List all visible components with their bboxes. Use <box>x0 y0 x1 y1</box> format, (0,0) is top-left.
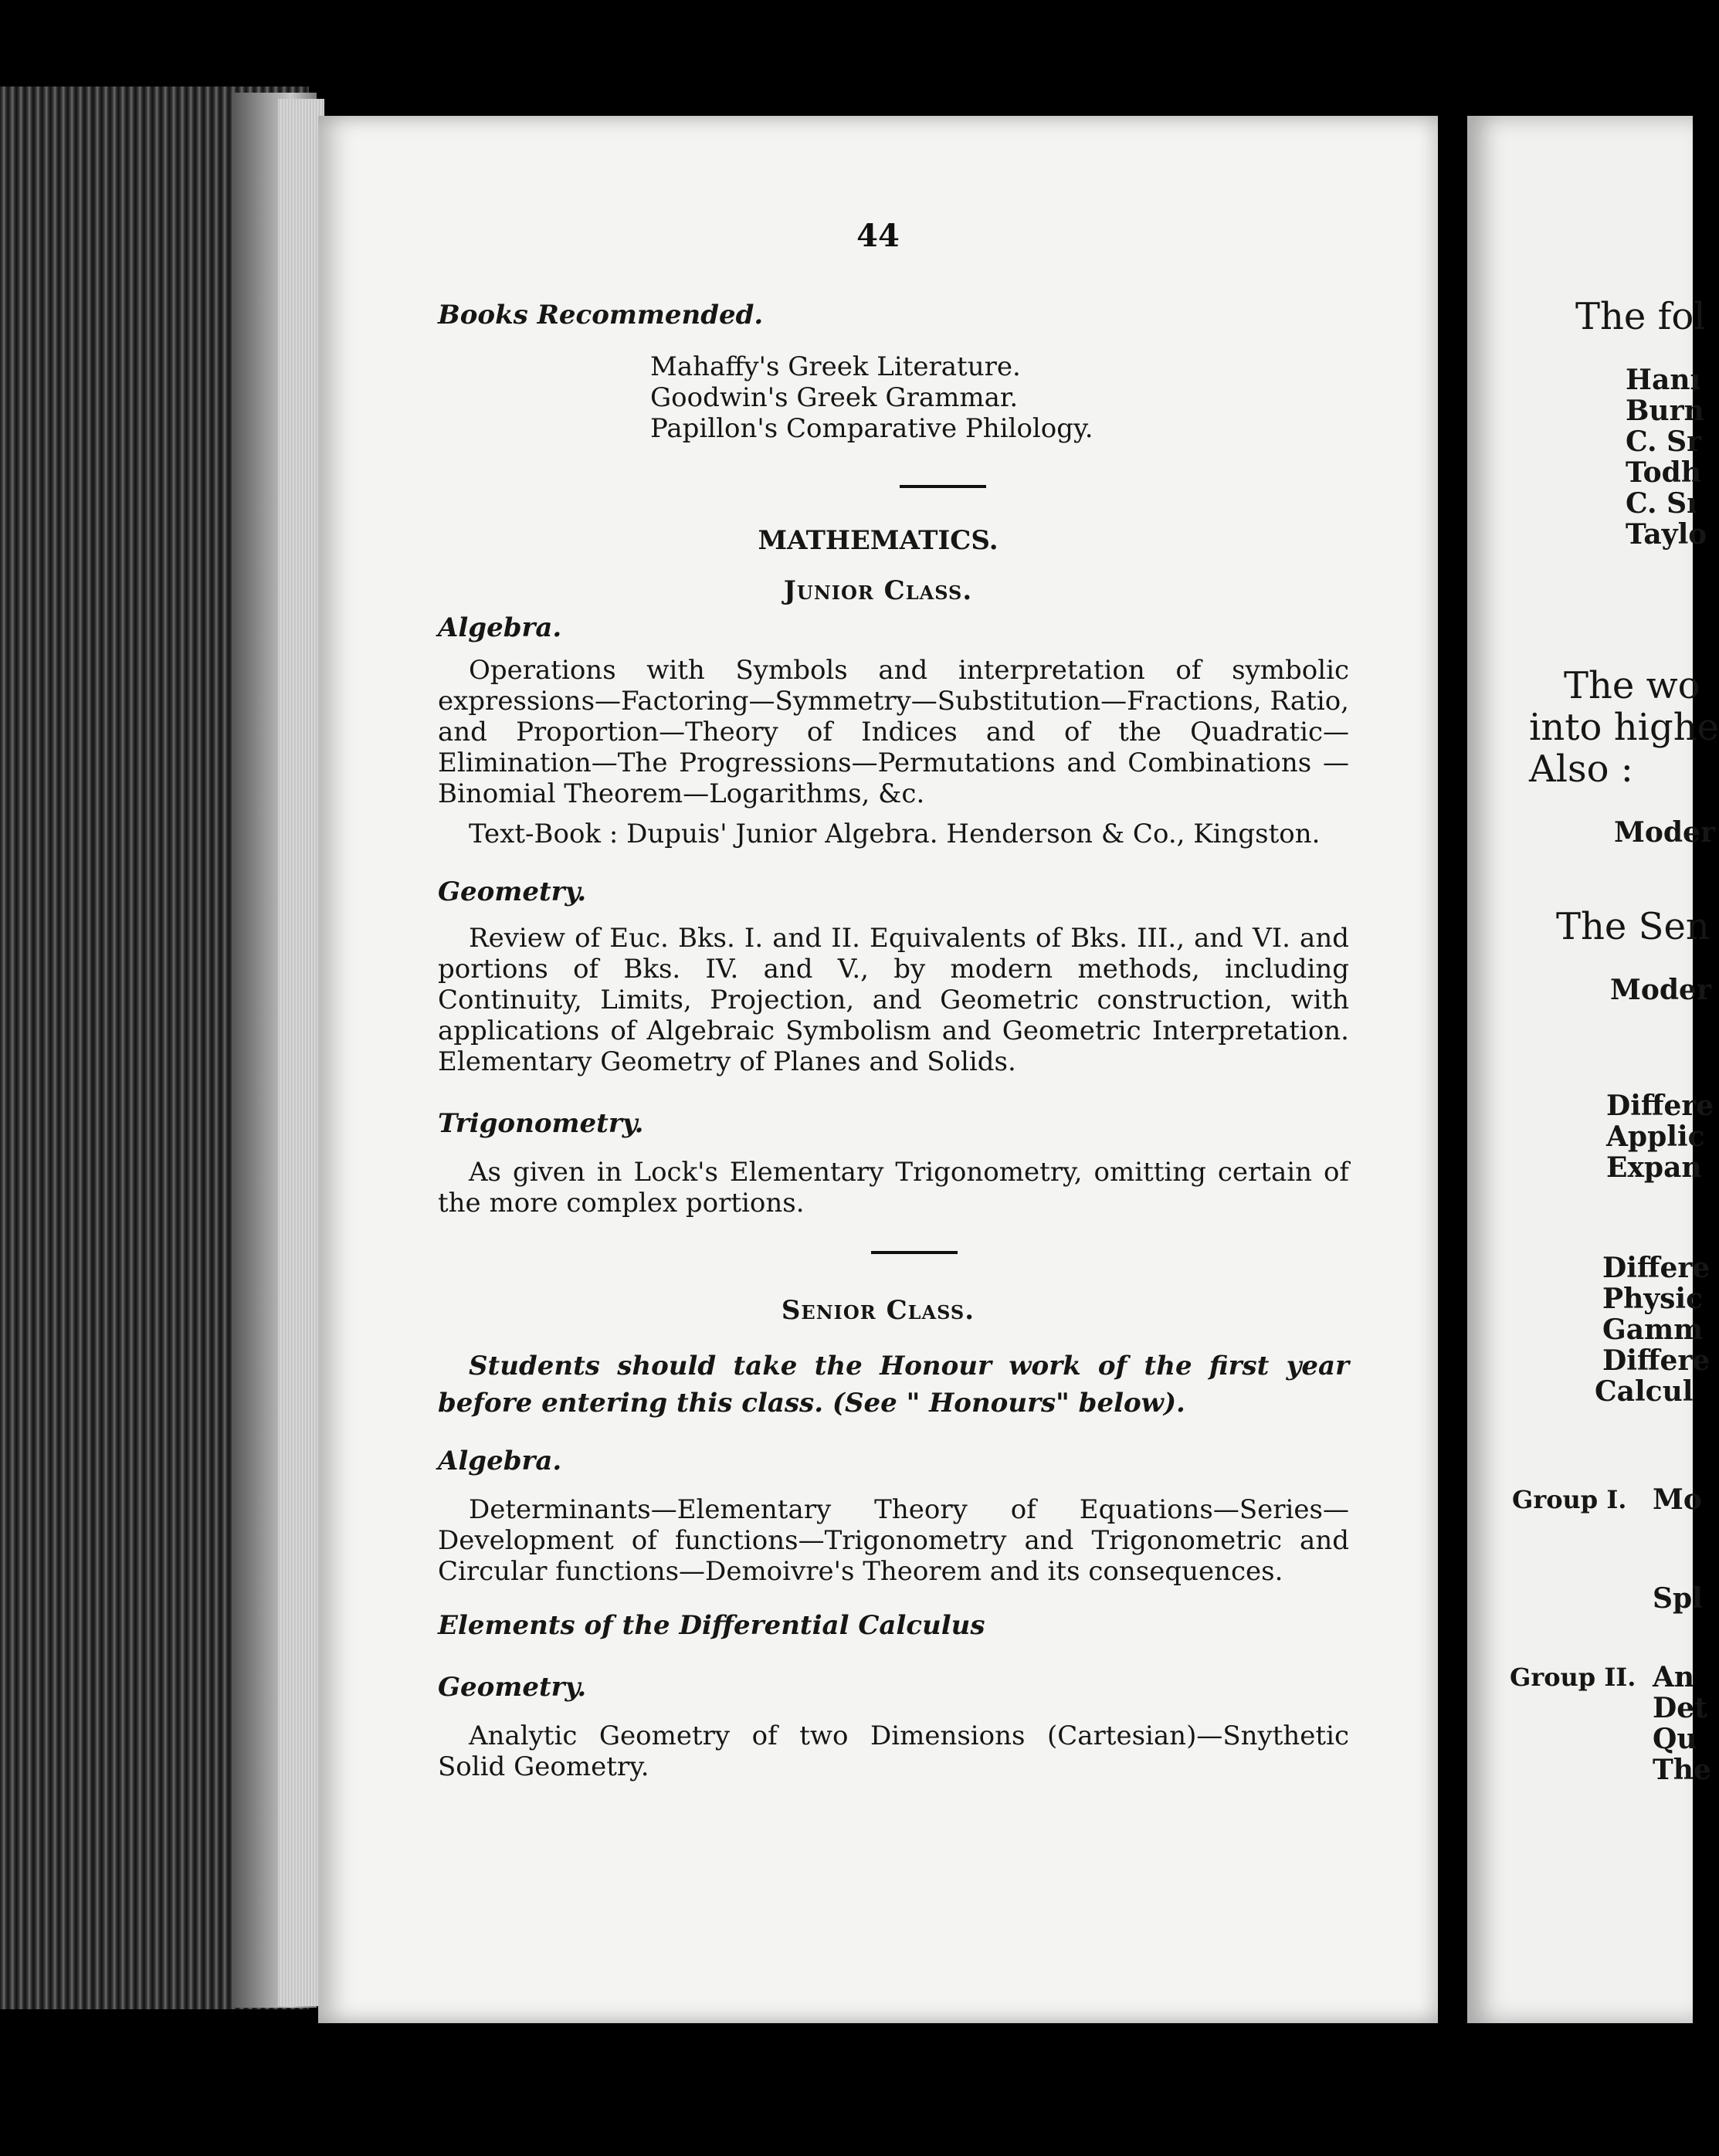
left-page <box>318 116 1438 2023</box>
books-heading: Books Recommended. <box>438 300 764 331</box>
right-fragment: Spl <box>1653 1582 1703 1615</box>
right-fragment: Hanı <box>1626 364 1701 396</box>
junior-algebra-heading: Algebra. <box>438 612 562 643</box>
right-fragment: Moder <box>1614 816 1715 849</box>
junior-textbook: Text-Book : Dupuis' Junior Algebra. Henderson & Co., Kingston. <box>469 819 1321 849</box>
right-fragment: Mo <box>1653 1483 1702 1516</box>
right-fragment: Group I. <box>1512 1485 1627 1514</box>
junior-class-heading: Junior Class. <box>783 575 973 606</box>
book-item: Papillon's Comparative Philology. <box>650 413 1093 444</box>
right-fragment: Todh <box>1626 456 1702 489</box>
section-rule <box>871 1251 958 1254</box>
senior-note: Students should take the Honour work of the first year before entering this class. (See " Honours" below). <box>438 1351 1349 1419</box>
section-rule <box>900 485 986 488</box>
right-fragment: Det <box>1653 1692 1707 1724</box>
books-list <box>650 351 1191 444</box>
senior-algebra-text: Determinants—Elementary Theory of Equations—Series—Development of functions—Trigonometry and Trigonometric and Circular functions—Demoivre's Theorem and its consequences. <box>438 1494 1349 1587</box>
calculus-heading: Elements of the Differential Calculus <box>438 1610 985 1641</box>
right-fragment: Differe <box>1606 1090 1714 1122</box>
right-fragment: The Sen <box>1556 905 1710 948</box>
right-fragment: Taylo <box>1626 518 1707 551</box>
junior-geometry-text: Review of Euc. Bks. I. and II. Equivalents of Bks. III., and VI. and portions of Bks. IV. and V., by modern methods, including Continuity, Limits, Projection, and Geometric construction, with applications of Algebraic Symbolism and Geometric Interpretation. Elementary Geometry of Planes and Solids. <box>438 923 1349 1077</box>
right-fragment: into highe <box>1529 706 1719 749</box>
trigonometry-text: As given in Lock's Elementary Trigonometry, omitting certain of the more complex portions. <box>438 1157 1349 1219</box>
right-fragment: Applic <box>1606 1120 1705 1153</box>
right-page <box>1467 116 1719 2023</box>
trigonometry-heading: Trigonometry. <box>438 1108 644 1139</box>
right-fragment: Calcul <box>1595 1375 1694 1408</box>
right-fragment: Differe <box>1602 1344 1711 1377</box>
right-fragment: Differe <box>1602 1252 1711 1284</box>
senior-class-heading: Senior Class. <box>781 1295 975 1326</box>
junior-geometry-heading: Geometry. <box>438 876 587 907</box>
senior-geometry-text: Analytic Geometry of two Dimensions (Cartesian)—Snythetic Solid Geometry. <box>438 1720 1349 1782</box>
mathematics-title: MATHEMATICS. <box>758 525 999 556</box>
right-fragment: Also : <box>1529 747 1633 791</box>
right-fragment: Gamm <box>1602 1314 1704 1346</box>
book-item: Goodwin's Greek Grammar. <box>650 382 1019 413</box>
right-fragment: The wo <box>1564 664 1700 707</box>
page-number: 44 <box>856 218 900 254</box>
right-fragment: The fol <box>1575 295 1706 338</box>
right-fragment: Group II. <box>1510 1663 1636 1692</box>
junior-algebra-text: Operations with Symbols and interpretation of symbolic expressions—Factoring—Symmetry—Substitution—Fractions, Ratio, and Proportion—Theory of Indices and of the Quadratic—Elimination—The Progressions—Permutations and Combinations — Binomial Theorem—Logarithms, &c. <box>438 655 1349 809</box>
right-fragment: Qu <box>1653 1723 1697 1755</box>
senior-geometry-heading: Geometry. <box>438 1672 587 1703</box>
right-fragment: C. Sı <box>1626 487 1697 520</box>
right-fragment: Physic <box>1602 1283 1704 1315</box>
senior-algebra-heading: Algebra. <box>438 1446 562 1476</box>
right-fragment: Expan <box>1606 1151 1702 1184</box>
right-fragment: An <box>1653 1661 1695 1693</box>
right-fragment: C. Sr <box>1626 425 1702 458</box>
right-fragment: The <box>1653 1754 1711 1786</box>
leaf-stack <box>278 99 324 2006</box>
right-fragment: Burn <box>1626 395 1704 427</box>
right-fragment: Moder <box>1610 974 1711 1006</box>
book-item: Mahaffy's Greek Literature. <box>650 351 1021 382</box>
